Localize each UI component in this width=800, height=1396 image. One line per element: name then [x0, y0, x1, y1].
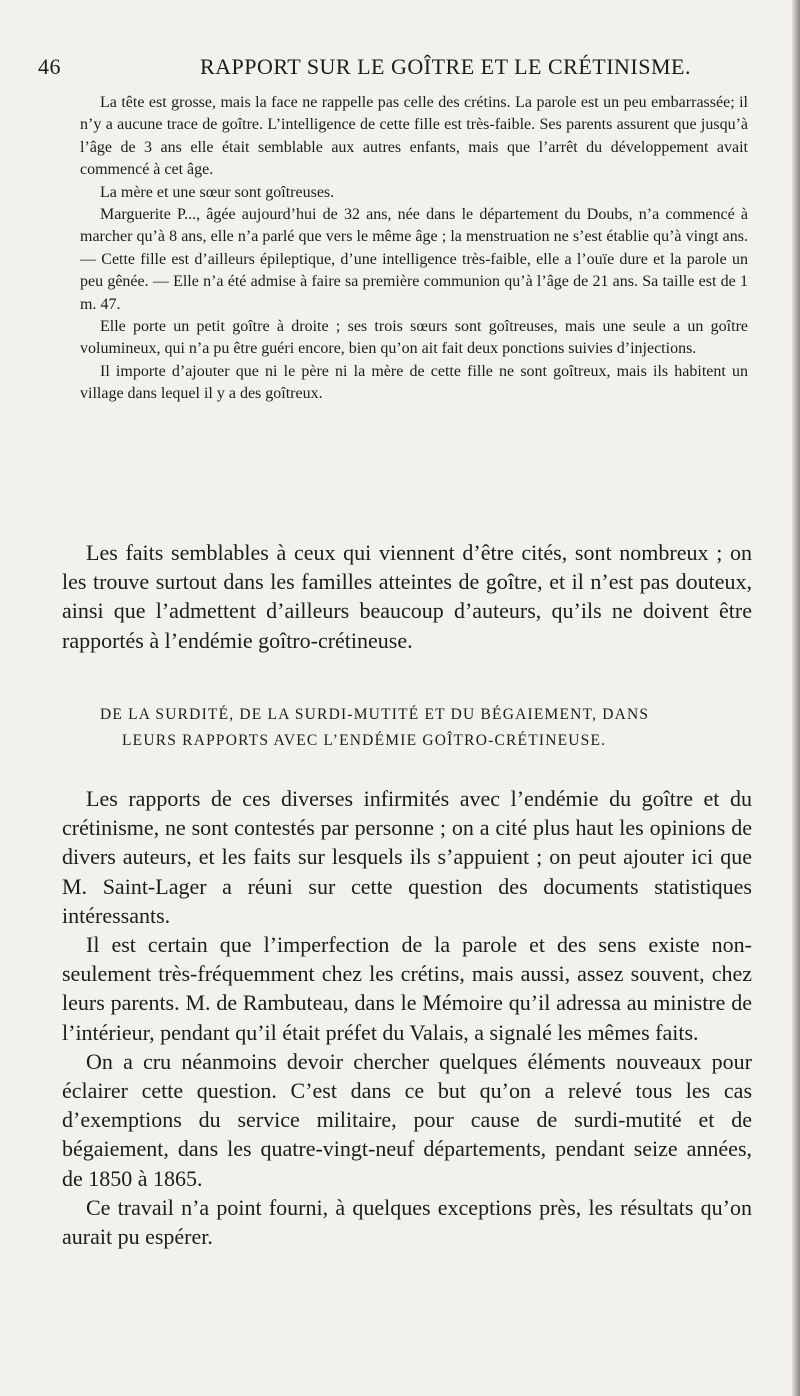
paragraph: La mère et une sœur sont goîtreuses.	[100, 183, 335, 201]
paragraph: Il importe d’ajouter que ni le père ni la mère de cette fille ne sont goîtreux, mais ils habitent un village dans lequel il y a des goîtreux.	[80, 362, 748, 403]
conclusion-block	[62, 538, 752, 655]
paragraph: Marguerite P..., âgée aujourd’hui de 32 ans, née dans le département du Doubs, n’a commencé à marcher qu’à 8 ans, elle n’a parlé que vers le même âge ; la menstruation ne s’est établie qu’à vingt ans. — Cette fille est d’ailleurs épileptique, d’une intelligence très-faible, elle a l’ouïe dure et la parole un peu gênée. — Elle n’a été admise à faire sa première communion qu’à l’âge de 21 ans. Sa taille est de 1 m. 47.	[80, 206, 748, 313]
section-heading	[100, 702, 760, 754]
section-body	[62, 784, 752, 1251]
paragraph: Elle porte un petit goître à droite ; ses trois sœurs sont goîtreuses, mais une seule a un goître volumineux, qui n’a pu être guéri encore, bien qu’on ait fait deux ponctions suivies d’injections.	[80, 318, 748, 358]
paragraph: Ce travail n’a point fourni, à quelques exceptions près, les résultats qu’on aurait pu espérer.	[62, 1194, 752, 1250]
paragraph: Les faits semblables à ceux qui viennent d’être cités, sont nombreux ; on les trouve surtout dans les familles atteintes de goître, et il n’est pas douteux, ainsi que l’admettent d’ailleurs beaucoup d’auteurs, qu’ils ne doivent être rapportés à l’endémie goîtro-crétineuse.	[62, 540, 752, 653]
running-title: RAPPORT SUR LE GOÎTRE ET LE CRÉTINISME.	[200, 54, 691, 79]
paragraph: Les rapports de ces diverses infirmités avec l’endémie du goître et du crétinisme, ne sont contestés par personne ; on a cité plus haut les opinions de divers auteurs, et les faits sur lesquels ils s’appuient ; on peut ajouter ici que M. Saint-Lager a réuni sur cette question des documents statistiques intéressants.	[62, 786, 752, 928]
running-header	[38, 54, 738, 82]
page-edge-shadow	[792, 0, 800, 1396]
case-notes	[80, 92, 748, 406]
page-number: 46	[38, 54, 61, 79]
section-heading-line: DE LA SURDITÉ, DE LA SURDI-MUTITÉ ET DU BÉGAIEMENT, DANS	[100, 706, 650, 723]
section-heading-line: LEURS RAPPORTS AVEC L’ENDÉMIE GOÎTRO-CRÉTINEUSE.	[122, 732, 607, 749]
paragraph: On a cru néanmoins devoir chercher quelques éléments nouveaux pour éclairer cette question. C’est dans ce but qu’on a relevé tous les cas d’exemptions du service militaire, pour cause de surdi-mutité et de bégaiement, dans les quatre-vingt-neuf départements, pendant seize années, de 1850 à 1865.	[62, 1048, 752, 1191]
paragraph: Il est certain que l’imperfection de la parole et des sens existe non-seulement très-fréquemment chez les crétins, mais aussi, assez souvent, chez leurs parents. M. de Rambuteau, dans le Mémoire qu’il adressa au ministre de l’intérieur, pendant qu’il était préfet du Valais, a signalé les mêmes faits.	[62, 932, 752, 1045]
paragraph: La tête est grosse, mais la face ne rappelle pas celle des crétins. La parole est un peu embarrassée; il n’y a aucune trace de goître. L’intelligence de cette fille est très-faible. Ses parents assurent que jusqu’à l’âge de 3 ans elle était semblable aux autres enfants, mais que l’arrêt du développement avait commencé à cet âge.	[80, 94, 748, 179]
